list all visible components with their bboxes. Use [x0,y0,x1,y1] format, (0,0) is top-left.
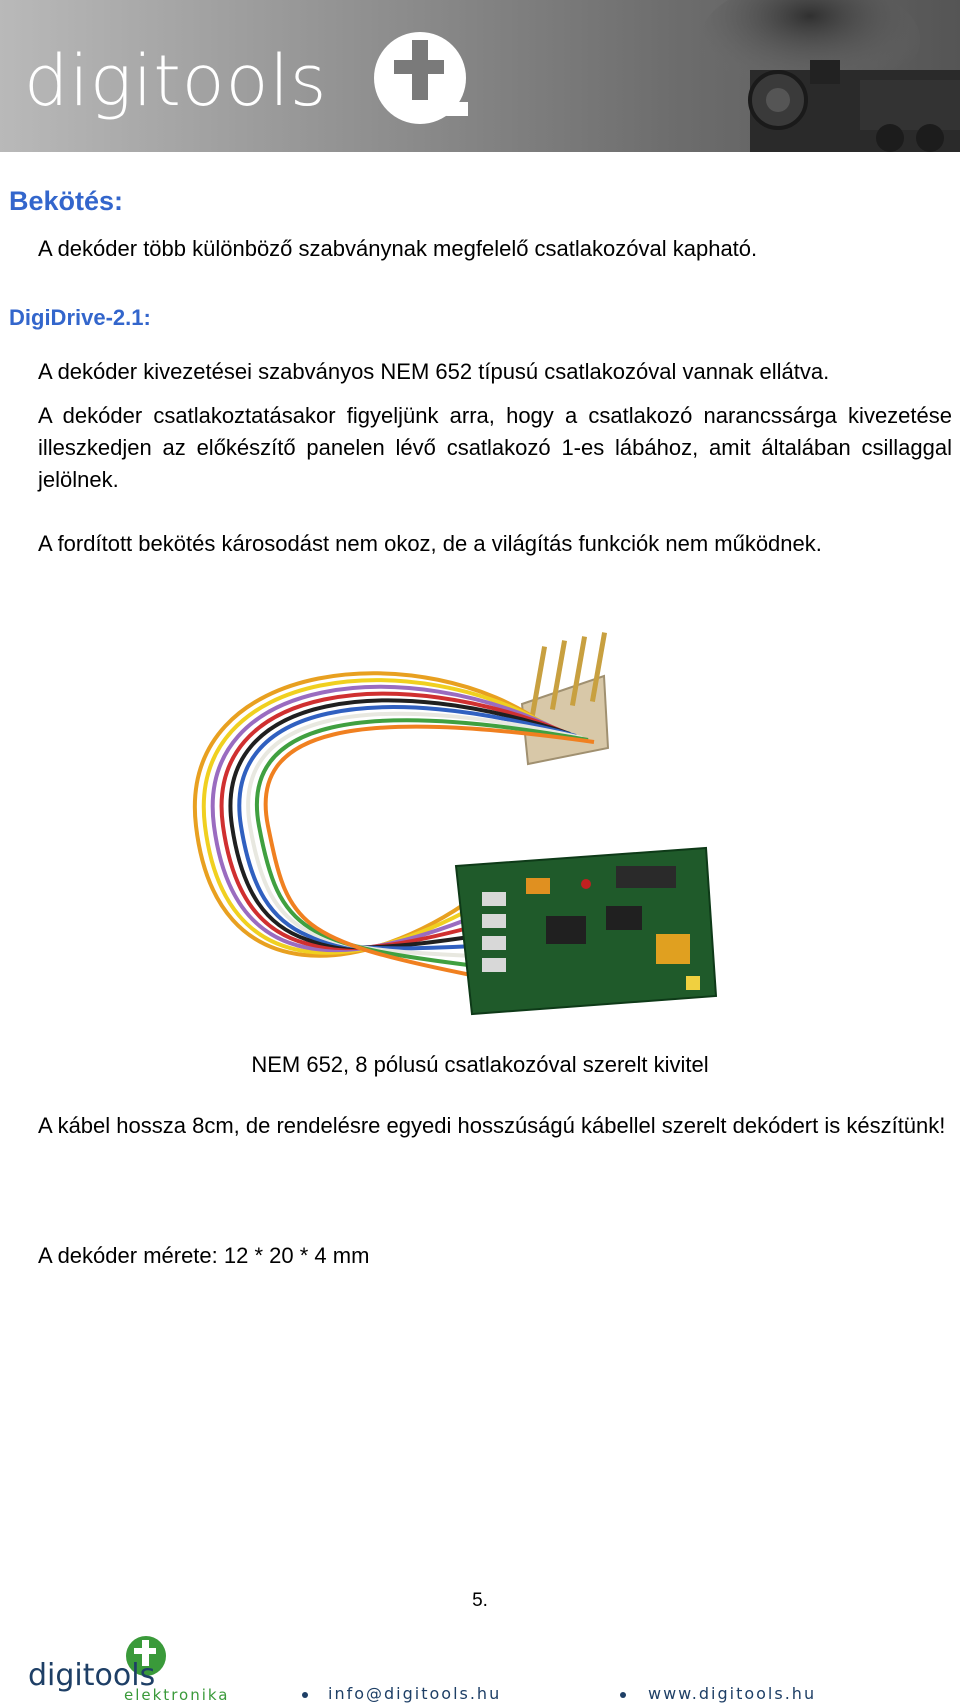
footer-separator [620,1692,626,1698]
figure-caption: NEM 652, 8 pólusú csatlakozóval szerelt kivitel [251,1052,709,1077]
footer-email-link[interactable]: info@digitools.hu [328,1684,502,1703]
decoder-board-icon [456,848,716,1014]
locomotive-photo [660,0,960,152]
paragraph-reverse: A fordított bekötés károsodást nem okoz, de a világítás funkciók nem működnek. [38,531,822,556]
logo-mark-icon [372,30,484,126]
intro-text: A dekóder több különböző szabványnak megfelelő csatlakozóval kapható. [38,236,758,261]
section-title: Bekötés: [9,186,124,216]
subsection-title: DigiDrive-2.1: [9,305,151,330]
logo-text: digitools [24,40,328,122]
footer-logo-text: digitools [28,1658,156,1693]
decoder-photo [186,616,752,1026]
header-banner [0,0,960,152]
size-note: A dekóder mérete: 12 * 20 * 4 mm [38,1243,370,1268]
paragraph-connector: A dekóder kivezetései szabványos NEM 652 típusú csatlakozóval vannak ellátva. [38,359,830,384]
cable-note: A kábel hossza 8cm, de rendelésre egyedi hosszúságú kábellel szerelt dekódert is készítünk! [38,1113,946,1138]
footer-website-link[interactable]: www.digitools.hu [648,1684,817,1703]
footer-separator [302,1692,308,1698]
footer [28,1634,938,1704]
footer-logo-sub: elektronika [124,1686,230,1704]
page-number: 5. [472,1590,488,1611]
paragraph-orientation: A dekóder csatlakoztatásakor figyeljünk arra, hogy a csatlakozó narancssárga kivezetése illeszkedjen az előkészítő panelen lévő csatlakozó 1-es lábához, amit általában csillaggal jelölnek. [38,403,952,492]
connector-plug-icon [522,632,608,764]
